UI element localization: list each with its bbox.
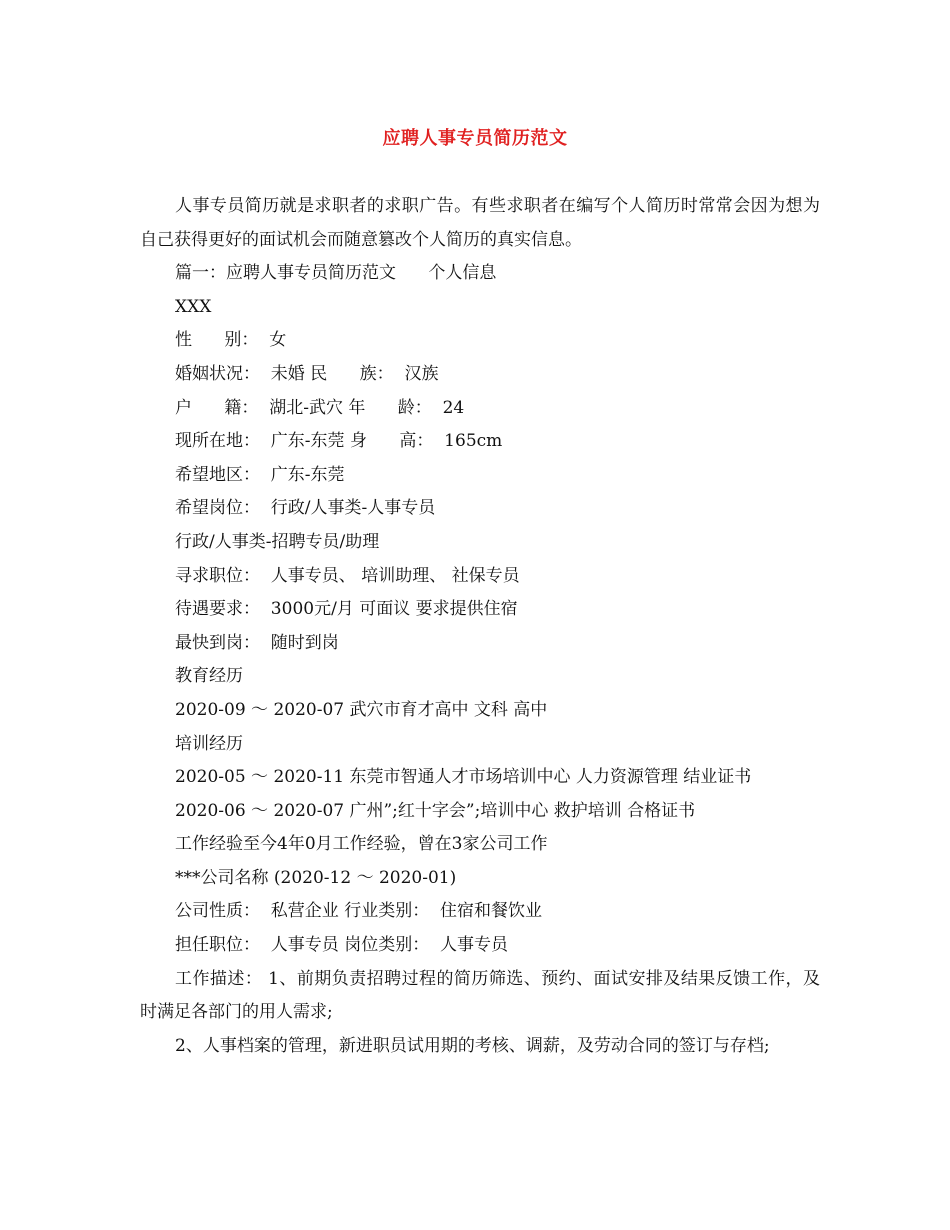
sought-jobs-line: 寻求职位： 人事专员、 培训助理、 社保专员 (175, 565, 520, 586)
document-title: 应聘人事专员简历范文 (382, 128, 568, 149)
location-height-line: 现所在地： 广东-东莞 身 高： 165cm (175, 431, 503, 452)
company-type-line: 公司性质： 私营企业 行业类别： 住宿和餐饮业 (175, 901, 543, 922)
job-duty-2: 2、人事档案的管理，新进职员试用期的考核、调薪，及劳动合同的签订与存档; (175, 1035, 770, 1056)
education-entry: 2020-09 ～ 2020-07 武穴市育才高中 文科 高中 (175, 699, 548, 720)
hometown-age-line: 户 籍： 湖北-武穴 年 龄： 24 (175, 397, 465, 418)
availability-line: 最快到岗： 随时到岗 (175, 632, 339, 653)
desired-position-line: 希望岗位： 行政/人事类-人事专员 (175, 498, 436, 519)
document-body (140, 190, 820, 1063)
training-entry-1: 2020-05 ～ 2020-11 东莞市智通人才市场培训中心 人力资源管理 结业证书 (175, 767, 752, 788)
training-entry-2: 2020-06 ～ 2020-07 广州”;红十字会”;培训中心 救护培训 合格证书 (175, 800, 696, 821)
section-heading-education: 教育经历 (175, 666, 243, 687)
marital-ethnicity-line: 婚姻状况： 未婚 民 族： 汉族 (175, 363, 439, 384)
gender-line: 性 别： 女 (175, 330, 287, 351)
desired-position-line-2: 行政/人事类-招聘专员/助理 (175, 531, 380, 552)
section-heading-training: 培训经历 (175, 733, 243, 754)
name-line: XXX (175, 296, 212, 317)
intro-paragraph: 人事专员简历就是求职者的求职广告。有些求职者在编写个人简历时常常会因为想为自己获得更好的面试机会而随意篡改个人简历的真实信息。 (140, 196, 820, 250)
work-experience-summary: 工作经验至今4年0月工作经验，曾在3家公司工作 (175, 834, 548, 855)
desired-region-line: 希望地区： 广东-东莞 (175, 464, 345, 485)
salary-line: 待遇要求： 3000元/月 可面议 要求提供住宿 (175, 599, 518, 620)
job-title-line: 担任职位： 人事专员 岗位类别： 人事专员 (175, 935, 509, 956)
company-name-line: ***公司名称 (2020-12 ～ 2020-01) (175, 867, 457, 888)
section-heading-personal-info: 篇一：应聘人事专员简历范文 个人信息 (175, 263, 497, 284)
job-duty-1: 工作描述： 1、前期负责招聘过程的简历筛选、预约、面试安排及结果反馈工作，及时满足各部门的用人需求; (140, 968, 820, 1023)
